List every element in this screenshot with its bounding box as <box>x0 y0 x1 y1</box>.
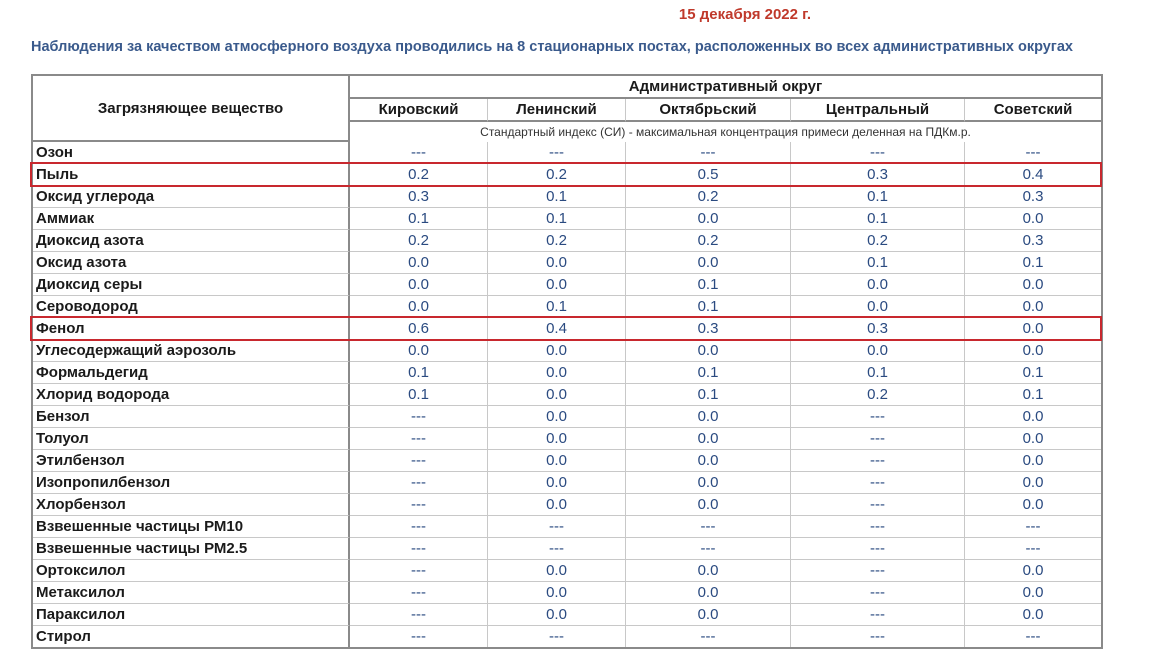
si-value: 0.3 <box>626 318 791 340</box>
si-value: 0.0 <box>791 340 965 362</box>
si-value: 0.2 <box>626 230 791 252</box>
si-value: 0.1 <box>965 384 1101 406</box>
si-value: --- <box>488 142 626 164</box>
si-value: 0.0 <box>350 296 488 318</box>
district-header: Ленинский <box>488 99 626 122</box>
si-value: --- <box>791 494 965 516</box>
si-value: --- <box>965 142 1101 164</box>
district-header: Октябрьский <box>626 99 791 122</box>
pollutant-name: Хлорбензол <box>33 494 350 516</box>
si-value: 0.0 <box>965 472 1101 494</box>
si-value: 0.0 <box>626 340 791 362</box>
intro-text: Наблюдения за качеством атмосферного воздуха проводились на 8 стационарных постах, расположенных во всех административных округах <box>31 39 1073 55</box>
si-value: --- <box>626 142 791 164</box>
si-value: 0.0 <box>965 318 1101 340</box>
si-value: 0.1 <box>626 274 791 296</box>
si-value: 0.4 <box>488 318 626 340</box>
pollutant-name: Этилбензол <box>33 450 350 472</box>
si-value: --- <box>626 516 791 538</box>
table-row <box>33 428 1101 450</box>
si-value: 0.1 <box>791 208 965 230</box>
si-value: 0.0 <box>965 296 1101 318</box>
si-value: 0.0 <box>488 362 626 384</box>
si-value: 0.0 <box>488 274 626 296</box>
si-value: 0.3 <box>965 230 1101 252</box>
si-value: 0.0 <box>626 604 791 626</box>
si-value: --- <box>965 516 1101 538</box>
si-value: --- <box>791 406 965 428</box>
table-row <box>33 604 1101 626</box>
si-value: --- <box>791 626 965 647</box>
si-value: 0.0 <box>965 340 1101 362</box>
table-row <box>33 252 1101 274</box>
table-row <box>33 626 1101 647</box>
table-row <box>33 208 1101 230</box>
si-value: --- <box>791 604 965 626</box>
si-value: --- <box>965 538 1101 560</box>
table-body <box>33 142 1101 647</box>
table-row <box>33 384 1101 406</box>
si-value: 0.0 <box>791 296 965 318</box>
pollutant-name: Формальдегид <box>33 362 350 384</box>
si-value: 0.0 <box>488 582 626 604</box>
pollutant-name: Оксид азота <box>33 252 350 274</box>
si-value: 0.2 <box>791 230 965 252</box>
si-value: 0.4 <box>965 164 1101 186</box>
si-value: 0.2 <box>626 186 791 208</box>
table-row <box>33 362 1101 384</box>
si-value: 0.0 <box>488 560 626 582</box>
table-row <box>33 340 1101 362</box>
si-value: --- <box>791 560 965 582</box>
pollutant-name: Взвешенные частицы РМ10 <box>33 516 350 538</box>
si-value: 0.1 <box>791 252 965 274</box>
si-value: 0.1 <box>626 362 791 384</box>
si-value: 0.0 <box>488 604 626 626</box>
si-value: 0.0 <box>488 252 626 274</box>
pollutant-name: Ортоксилол <box>33 560 350 582</box>
pollutant-name: Стирол <box>33 626 350 647</box>
pollutant-name: Диоксид серы <box>33 274 350 296</box>
si-value: 0.1 <box>626 384 791 406</box>
si-value: 0.0 <box>626 208 791 230</box>
pollutant-name: Оксид углерода <box>33 186 350 208</box>
si-value: 0.0 <box>488 450 626 472</box>
si-value: --- <box>791 428 965 450</box>
si-value: 0.0 <box>626 428 791 450</box>
si-value: --- <box>791 472 965 494</box>
si-value: 0.1 <box>791 362 965 384</box>
table-row <box>33 186 1101 208</box>
si-value: --- <box>791 450 965 472</box>
si-value: --- <box>350 472 488 494</box>
table-row <box>33 142 1101 164</box>
pollutant-name: Углесодержащий аэрозоль <box>33 340 350 362</box>
table-row <box>33 230 1101 252</box>
si-value: 0.1 <box>626 296 791 318</box>
si-value: 0.1 <box>965 362 1101 384</box>
report-date: 15 декабря 2022 г. <box>678 6 812 23</box>
si-value: 0.0 <box>350 274 488 296</box>
si-value: 0.2 <box>488 230 626 252</box>
si-value: --- <box>1025 628 1041 645</box>
si-value: 0.0 <box>626 582 791 604</box>
district-header: Центральный <box>791 99 965 122</box>
si-value: 0.0 <box>488 384 626 406</box>
si-value: --- <box>350 516 488 538</box>
table-row <box>33 296 1101 318</box>
si-value: 0.2 <box>350 230 488 252</box>
si-value: 0.0 <box>965 582 1101 604</box>
pollutant-column-header: Загрязняющее вещество <box>33 76 350 142</box>
si-value: 0.0 <box>626 472 791 494</box>
si-value: 0.0 <box>350 252 488 274</box>
si-value: --- <box>350 626 488 647</box>
si-value: --- <box>791 582 965 604</box>
si-value: 0.0 <box>626 406 791 428</box>
si-value: --- <box>350 428 488 450</box>
pollutant-name: Метаксилол <box>33 582 350 604</box>
si-value: 0.0 <box>965 604 1101 626</box>
si-value: 0.0 <box>488 340 626 362</box>
si-value: 0.0 <box>488 494 626 516</box>
si-value: 0.0 <box>626 560 791 582</box>
pollutant-name: Аммиак <box>33 208 350 230</box>
si-value: 0.1 <box>965 252 1101 274</box>
si-value: 0.1 <box>488 208 626 230</box>
table-row <box>33 472 1101 494</box>
si-value: 0.0 <box>626 494 791 516</box>
si-value: --- <box>350 450 488 472</box>
si-value: 0.0 <box>626 252 791 274</box>
pollutant-name: Параксилол <box>33 604 350 626</box>
si-value: 0.0 <box>965 406 1101 428</box>
si-value: 0.2 <box>488 164 626 186</box>
si-value: 0.0 <box>626 450 791 472</box>
table-row <box>33 494 1101 516</box>
pollutant-name: Взвешенные частицы РМ2.5 <box>33 538 350 560</box>
si-value: 0.1 <box>350 384 488 406</box>
si-value: --- <box>350 604 488 626</box>
table-row <box>33 318 1101 340</box>
table-row <box>33 274 1101 296</box>
si-value: --- <box>350 494 488 516</box>
si-value: --- <box>791 142 965 164</box>
si-value: 0.0 <box>965 494 1101 516</box>
si-value: --- <box>626 626 791 647</box>
si-value: 0.0 <box>965 428 1101 450</box>
pollutant-name: Фенол <box>33 318 350 340</box>
si-value: --- <box>350 582 488 604</box>
si-value: 0.1 <box>488 186 626 208</box>
pollutant-name: Толуол <box>33 428 350 450</box>
si-value: 0.1 <box>791 186 965 208</box>
si-value: 0.0 <box>350 340 488 362</box>
si-value: 0.0 <box>965 560 1101 582</box>
si-value: 0.0 <box>965 208 1101 230</box>
table-row <box>33 516 1101 538</box>
district-header: Кировский <box>350 99 488 122</box>
si-value: 0.2 <box>791 384 965 406</box>
si-value: 0.0 <box>965 274 1101 296</box>
air-quality-table <box>31 74 1103 649</box>
si-value: 0.2 <box>350 164 488 186</box>
table-row <box>33 164 1101 186</box>
si-value: 0.3 <box>791 318 965 340</box>
district-header: Советский <box>965 99 1101 122</box>
pollutant-name: Диоксид азота <box>33 230 350 252</box>
si-value: --- <box>488 538 626 560</box>
si-value: 0.0 <box>488 406 626 428</box>
si-value: --- <box>488 516 626 538</box>
si-value: --- <box>791 516 965 538</box>
si-value: 0.1 <box>350 208 488 230</box>
si-value: --- <box>350 560 488 582</box>
table-row <box>33 560 1101 582</box>
pollutant-name: Сероводород <box>33 296 350 318</box>
si-value: --- <box>350 538 488 560</box>
si-value: --- <box>488 626 626 647</box>
pollutant-name: Изопропилбензол <box>33 472 350 494</box>
si-value: --- <box>626 538 791 560</box>
table-row <box>33 582 1101 604</box>
si-value: 0.0 <box>965 450 1101 472</box>
si-value: --- <box>350 142 488 164</box>
si-value: 0.0 <box>791 274 965 296</box>
district-group-header: Административный округ <box>350 76 1101 99</box>
si-value: 0.0 <box>488 428 626 450</box>
si-value: 0.0 <box>488 472 626 494</box>
si-value: 0.3 <box>791 164 965 186</box>
si-value: 0.5 <box>626 164 791 186</box>
si-value: 0.6 <box>350 318 488 340</box>
pollutant-name: Хлорид водорода <box>33 384 350 406</box>
si-value: 0.1 <box>350 362 488 384</box>
si-value: --- <box>791 538 965 560</box>
pollutant-name: Пыль <box>33 164 350 186</box>
pollutant-name: Бензол <box>33 406 350 428</box>
pollutant-name: Озон <box>33 142 350 164</box>
si-note: Стандартный индекс (СИ) - максимальная концентрация примеси деленная на ПДКм.р. <box>480 125 971 139</box>
si-value: 0.3 <box>965 186 1101 208</box>
si-value: --- <box>350 406 488 428</box>
table-row <box>33 406 1101 428</box>
table-row <box>33 538 1101 560</box>
table-row <box>33 450 1101 472</box>
si-value: 0.1 <box>488 296 626 318</box>
si-value: 0.3 <box>350 186 488 208</box>
